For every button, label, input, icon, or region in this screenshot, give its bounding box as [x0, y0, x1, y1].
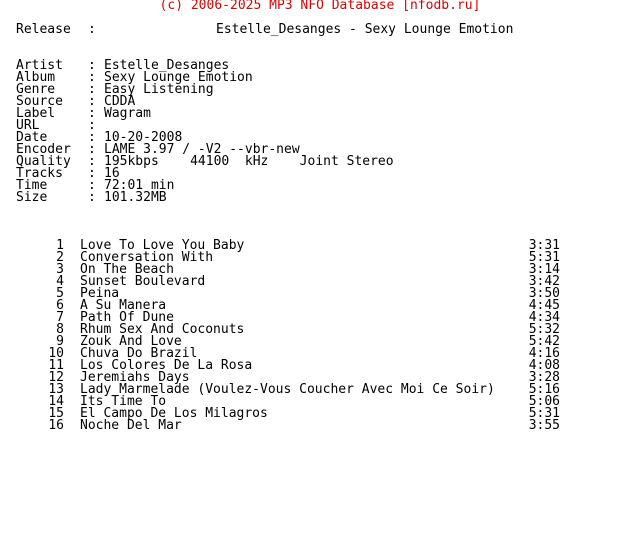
track-number: 2 — [56, 250, 64, 265]
info-row — [0, 180, 640, 192]
track-time: 3:55 — [528, 418, 560, 433]
track-title: Love To Love You Baby — [80, 238, 245, 253]
track-title: Peina — [80, 286, 120, 301]
info-label: Artist — [16, 58, 63, 73]
track-number: 10 — [48, 346, 64, 361]
track-title: Path Of Dune — [80, 310, 174, 325]
info-value: 101.32MB — [104, 190, 167, 205]
track-number: 13 — [48, 382, 64, 397]
track-row — [0, 420, 640, 432]
info-value: Estelle_Desanges — [104, 58, 230, 73]
info-value: CDDA — [104, 94, 136, 109]
info-row — [0, 60, 640, 72]
info-separator: : — [88, 142, 96, 157]
track-title: Sunset Boulevard — [80, 274, 206, 289]
info-separator: : — [88, 58, 96, 73]
track-time: 4:08 — [528, 358, 560, 373]
release-label: Release — [16, 22, 71, 37]
track-number: 9 — [56, 334, 64, 349]
info-value: Sexy Lounge Emotion — [104, 70, 253, 85]
info-separator: : — [88, 130, 96, 145]
track-time: 4:45 — [528, 298, 560, 313]
track-time: 3:31 — [528, 238, 560, 253]
track-time: 4:34 — [528, 310, 560, 325]
info-label: Quality — [16, 154, 71, 169]
info-label: Encoder — [16, 142, 71, 157]
info-separator: : — [88, 154, 96, 169]
track-time: 5:06 — [528, 394, 560, 409]
info-value: Wagram — [104, 106, 151, 121]
track-number: 5 — [56, 286, 64, 301]
info-separator: : — [88, 178, 96, 193]
track-title: El Campo De Los Milagros — [80, 406, 268, 421]
track-time: 5:32 — [528, 322, 560, 337]
info-label: Tracks — [16, 166, 63, 181]
info-separator: : — [88, 118, 96, 133]
copyright-header: (c) 2006-2025 MP3 NFO Database [nfodb.ru] — [159, 0, 481, 13]
track-number: 1 — [56, 238, 64, 253]
info-value: 72:01 min — [104, 178, 175, 193]
info-label: Genre — [16, 82, 56, 97]
info-value: LAME 3.97 / -V2 --vbr-new — [104, 142, 300, 157]
track-title: Lady Marmelade (Voulez-Vous Coucher Avec Moi Ce Soir) — [80, 382, 495, 397]
track-time: 3:14 — [528, 262, 560, 277]
info-separator: : — [88, 70, 96, 85]
info-label: Label — [16, 106, 56, 121]
track-number: 7 — [56, 310, 64, 325]
track-title: Zouk And Love — [80, 334, 182, 349]
info-row — [0, 120, 640, 132]
info-value: 195kbps 44100 kHz Joint Stereo — [104, 154, 394, 169]
track-time: 4:16 — [528, 346, 560, 361]
track-time: 5:31 — [528, 406, 560, 421]
track-title: Los Colores De La Rosa — [80, 358, 253, 373]
info-separator: : — [88, 190, 96, 205]
info-row — [0, 84, 640, 96]
info-separator: : — [88, 82, 96, 97]
release-value: Estelle_Desanges - Sexy Lounge Emotion — [216, 22, 514, 37]
track-title: Chuva Do Brazil — [80, 346, 198, 361]
track-time: 5:42 — [528, 334, 560, 349]
track-title: Rhum Sex And Coconuts — [80, 322, 245, 337]
info-value: 10-20-2008 — [104, 130, 183, 145]
info-row — [0, 132, 640, 144]
track-time: 5:16 — [528, 382, 560, 397]
info-separator: : — [88, 106, 96, 121]
track-number: 12 — [48, 370, 64, 385]
track-time: 3:28 — [528, 370, 560, 385]
info-label: Album — [16, 70, 56, 85]
info-label: Time — [16, 178, 48, 193]
info-label: URL — [16, 118, 40, 133]
info-row — [0, 156, 640, 168]
track-title: Its Time To — [80, 394, 167, 409]
track-title: On The Beach — [80, 262, 174, 277]
track-title: A Su Manera — [80, 298, 167, 313]
info-row — [0, 192, 640, 204]
info-value: Easy Listening — [104, 82, 214, 97]
release-separator: : — [88, 22, 96, 37]
track-number: 15 — [48, 406, 64, 421]
release-line — [0, 24, 640, 36]
track-number: 6 — [56, 298, 64, 313]
track-title: Jeremiahs Days — [80, 370, 190, 385]
track-number: 4 — [56, 274, 64, 289]
info-row — [0, 72, 640, 84]
info-label: Source — [16, 94, 63, 109]
info-label: Size — [16, 190, 48, 205]
info-row — [0, 108, 640, 120]
track-number: 11 — [48, 358, 64, 373]
info-row — [0, 168, 640, 180]
info-separator: : — [88, 166, 96, 181]
info-label: Date — [16, 130, 48, 145]
track-time: 3:42 — [528, 274, 560, 289]
track-number: 3 — [56, 262, 64, 277]
track-title: Noche Del Mar — [80, 418, 182, 433]
track-number: 14 — [48, 394, 64, 409]
track-time: 5:31 — [528, 250, 560, 265]
info-row — [0, 96, 640, 108]
track-time: 3:50 — [528, 286, 560, 301]
track-number: 16 — [48, 418, 64, 433]
track-title: Conversation With — [80, 250, 214, 265]
track-number: 8 — [56, 322, 64, 337]
info-separator: : — [88, 94, 96, 109]
info-value: 16 — [104, 166, 120, 181]
